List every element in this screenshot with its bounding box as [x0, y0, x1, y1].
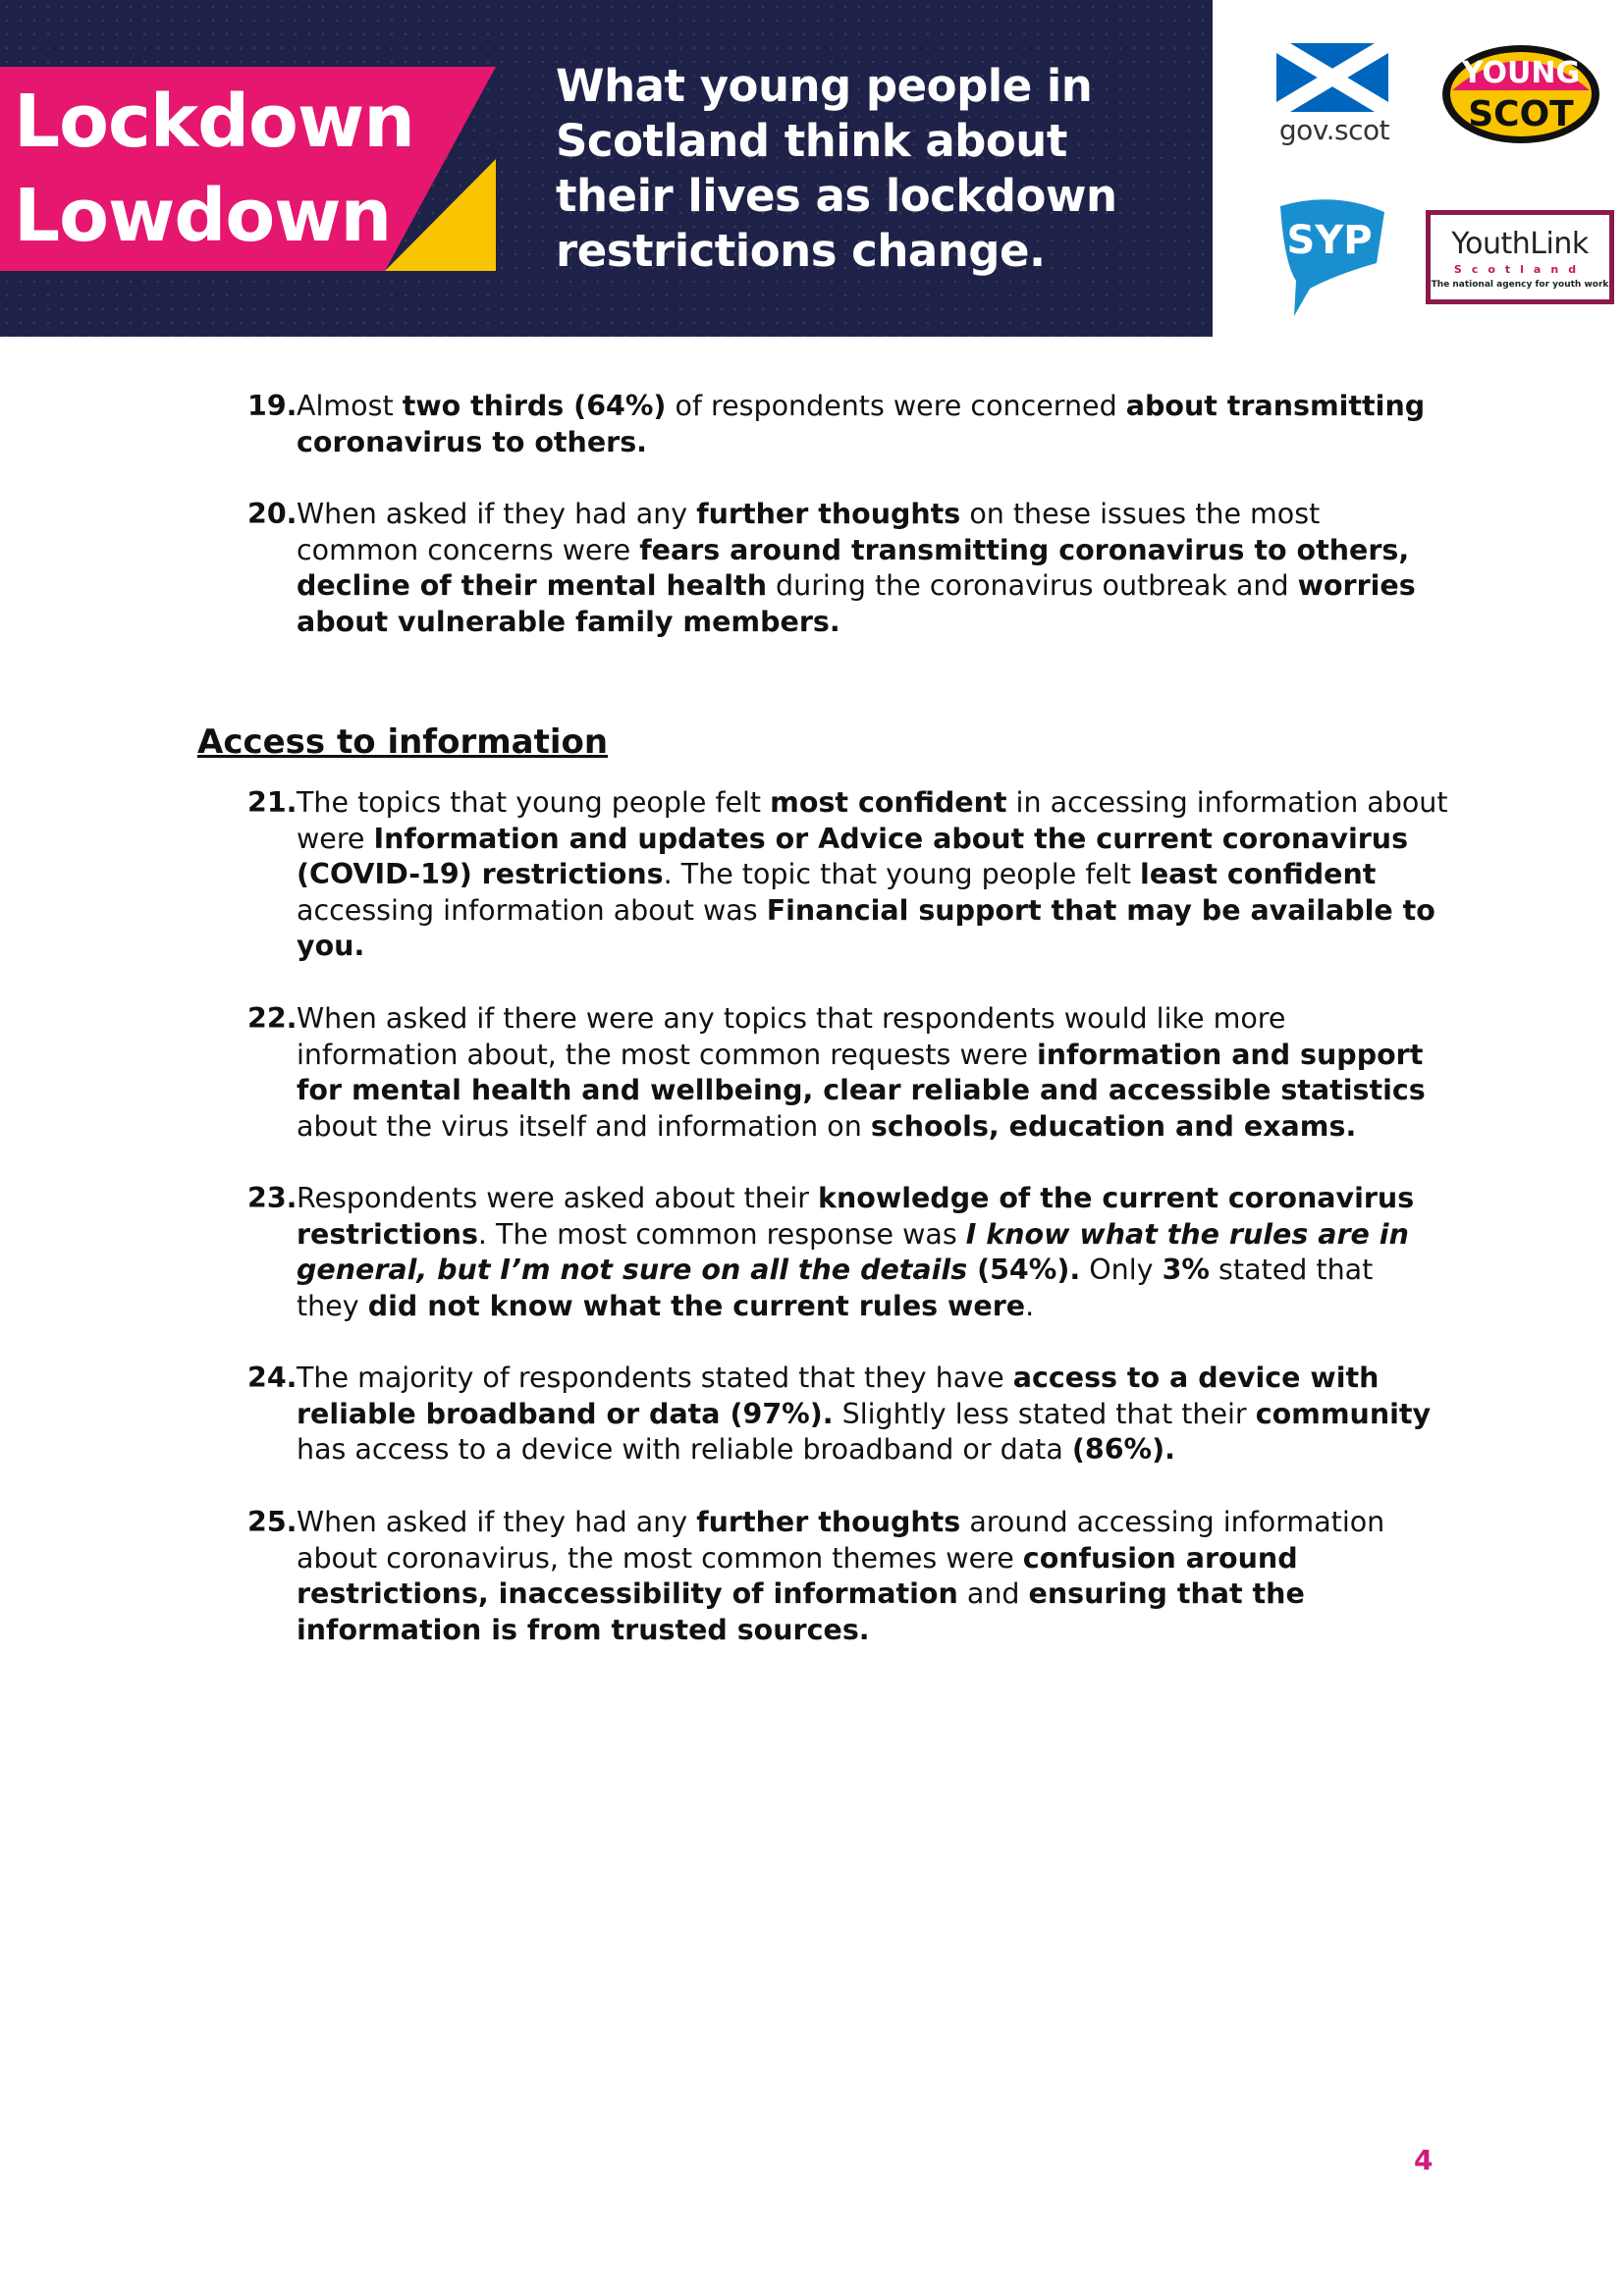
paragraph-line	[297, 929, 1435, 965]
banner-tagline-line: their lives as lockdown	[556, 170, 1117, 222]
paragraph-line	[297, 1038, 1435, 1074]
banner-tagline-line: Scotland think about	[556, 115, 1067, 167]
paragraph-line	[297, 1613, 1435, 1649]
text-run: worries	[1297, 569, 1416, 603]
text-run: of respondents were concerned	[666, 390, 1126, 422]
text-run: and	[957, 1577, 1029, 1611]
text-run: community	[1255, 1397, 1432, 1430]
text-run: restrictions	[297, 1217, 478, 1251]
paragraph-line	[297, 1361, 1435, 1397]
text-run: .	[1025, 1289, 1035, 1322]
text-run: information and support	[1036, 1038, 1424, 1071]
paragraph-number: 25.	[247, 1506, 298, 1538]
text-run: during the coronavirus outbreak and	[767, 569, 1298, 603]
paragraph-line	[297, 605, 1435, 641]
text-run: you.	[297, 930, 365, 963]
text-run: Almost	[297, 390, 403, 422]
page-number: 4	[1414, 2144, 1434, 2176]
paragraph-line	[297, 533, 1435, 569]
paragraph-line	[297, 389, 1435, 425]
text-run: in accessing information about	[1006, 786, 1448, 819]
paragraph-line	[297, 1181, 1435, 1217]
text-run: has access to a device with reliable broadband or data	[297, 1433, 1072, 1467]
paragraph-line	[297, 497, 1435, 533]
text-run: When asked if they had any	[297, 1506, 697, 1538]
paragraph-line	[297, 1541, 1435, 1577]
text-run: Only	[1080, 1254, 1163, 1287]
text-run: (86%).	[1071, 1433, 1175, 1467]
paragraph-line	[297, 1397, 1435, 1433]
text-run: on these issues the most	[960, 498, 1321, 530]
text-run: Slightly less stated that their	[833, 1397, 1256, 1430]
text-run: further thoughts	[696, 498, 961, 530]
text-run: The majority of respondents stated that they have	[297, 1362, 1013, 1394]
syp-text: SYP	[1286, 218, 1373, 263]
text-run: The topics that young people felt	[297, 786, 771, 819]
text-run: Financial support that may be available to	[766, 893, 1435, 927]
text-run: general, but I’m not sure on all the details	[297, 1254, 968, 1287]
numbered-paragraph	[247, 1361, 1435, 1468]
banner-title	[14, 75, 426, 263]
paragraph-line	[297, 822, 1435, 858]
text-run: information is from trusted sources.	[297, 1613, 870, 1646]
paragraph-line	[297, 1217, 1435, 1254]
youngscot-logo	[1438, 41, 1603, 147]
paragraph-number: 24.	[247, 1362, 298, 1394]
text-run: When asked if they had any	[297, 498, 697, 530]
paragraph-number: 19.	[247, 390, 298, 422]
paragraph-number: 22.	[247, 1002, 298, 1035]
paragraph-number: 20.	[247, 498, 298, 530]
text-run: Information and updates or Advice about the current coronavirus	[373, 822, 1409, 855]
text-run: . The most common response was	[477, 1217, 966, 1251]
numbered-paragraph	[247, 1001, 1435, 1145]
text-run: coronavirus to others.	[297, 425, 648, 458]
paragraph-line	[297, 1432, 1435, 1468]
text-run: stated that	[1209, 1254, 1374, 1287]
govscot-text: gov.scot	[1278, 114, 1390, 146]
text-run: two thirds (64%)	[402, 390, 667, 422]
youngscot-top-text: YOUNG	[1461, 56, 1581, 90]
text-run: most confident	[770, 786, 1007, 819]
text-run: ensuring that the	[1028, 1577, 1305, 1611]
paragraph-line	[297, 1109, 1435, 1146]
text-run: restrictions, inaccessibility of information	[297, 1577, 958, 1611]
banner-tagline-line: What young people in	[556, 60, 1093, 112]
header-banner	[0, 0, 1213, 337]
section-heading: Access to information	[197, 722, 609, 762]
text-run: Respondents were asked about their	[297, 1182, 819, 1214]
text-run: 3%	[1162, 1254, 1210, 1287]
numbered-paragraph	[247, 1505, 1435, 1648]
text-run: information about, the most common requests were	[297, 1038, 1037, 1071]
numbered-paragraph	[247, 497, 1435, 640]
banner-title-line: Lowdown	[14, 174, 392, 258]
youngscot-bottom-text: SCOT	[1468, 94, 1574, 134]
text-run: confusion around	[1022, 1541, 1298, 1575]
text-run: about coronavirus, the most common themes were	[297, 1541, 1023, 1575]
youthlink-region: Scotland	[1453, 263, 1587, 276]
saltire-flag-icon	[1276, 43, 1388, 112]
text-run: (54%).	[967, 1254, 1081, 1287]
text-run: reliable broadband or data (97%).	[297, 1397, 834, 1430]
text-run: about vulnerable family members.	[297, 605, 840, 638]
text-run: common concerns were	[297, 533, 640, 566]
paragraph-line	[297, 785, 1448, 822]
text-run: fears around transmitting coronavirus to others,	[639, 533, 1410, 566]
paragraph-line	[297, 1289, 1435, 1325]
paragraph-line	[297, 1576, 1435, 1613]
banner-title-line: Lockdown	[14, 80, 414, 164]
paragraph-line	[297, 1505, 1435, 1541]
text-run: were	[297, 822, 374, 855]
text-run: about the virus itself and information on	[297, 1109, 871, 1143]
paragraph-line	[297, 857, 1435, 893]
text-run: (COVID-19) restrictions	[297, 858, 664, 891]
youthlink-logo	[1426, 210, 1614, 304]
text-run: for mental health and wellbeing, clear reliable and accessible statistics	[297, 1074, 1426, 1107]
paragraph-line	[297, 1253, 1435, 1289]
text-run: I know what the rules are in	[965, 1217, 1409, 1251]
numbered-paragraph	[247, 785, 1448, 965]
text-run: further thoughts	[696, 1506, 961, 1538]
text-run: about transmitting	[1125, 390, 1426, 422]
text-run: they	[297, 1289, 368, 1322]
text-run: When asked if there were any topics that respondents would like more	[297, 1002, 1286, 1035]
text-run: access to a device with	[1012, 1362, 1380, 1394]
numbered-paragraph	[247, 389, 1435, 460]
paragraph-line	[297, 1073, 1435, 1109]
text-run: least confident	[1140, 858, 1377, 891]
numbered-paragraph	[247, 1181, 1435, 1324]
banner-tagline	[556, 59, 1184, 279]
text-run: accessing information about was	[297, 893, 767, 927]
text-run: . The topic that young people felt	[663, 858, 1141, 891]
banner-tagline-line: restrictions change.	[556, 225, 1046, 277]
text-run: decline of their mental health	[297, 569, 767, 603]
paragraph-line	[297, 893, 1435, 930]
text-run: schools, education and exams.	[870, 1109, 1357, 1143]
text-run: knowledge of the current coronavirus	[818, 1182, 1415, 1214]
syp-logo	[1274, 194, 1390, 320]
paragraph-line	[297, 1001, 1435, 1038]
paragraph-number: 21.	[247, 786, 298, 819]
govscot-logo	[1276, 43, 1392, 145]
youthlink-name: YouthLink	[1451, 227, 1589, 261]
text-run: around accessing information	[960, 1506, 1385, 1538]
text-run: did not know what the current rules were	[367, 1289, 1026, 1322]
paragraph-line	[297, 568, 1435, 605]
paragraph-number: 23.	[247, 1182, 298, 1214]
youthlink-tagline: The national agency for youth work	[1431, 280, 1609, 290]
paragraph-line	[297, 425, 1435, 461]
